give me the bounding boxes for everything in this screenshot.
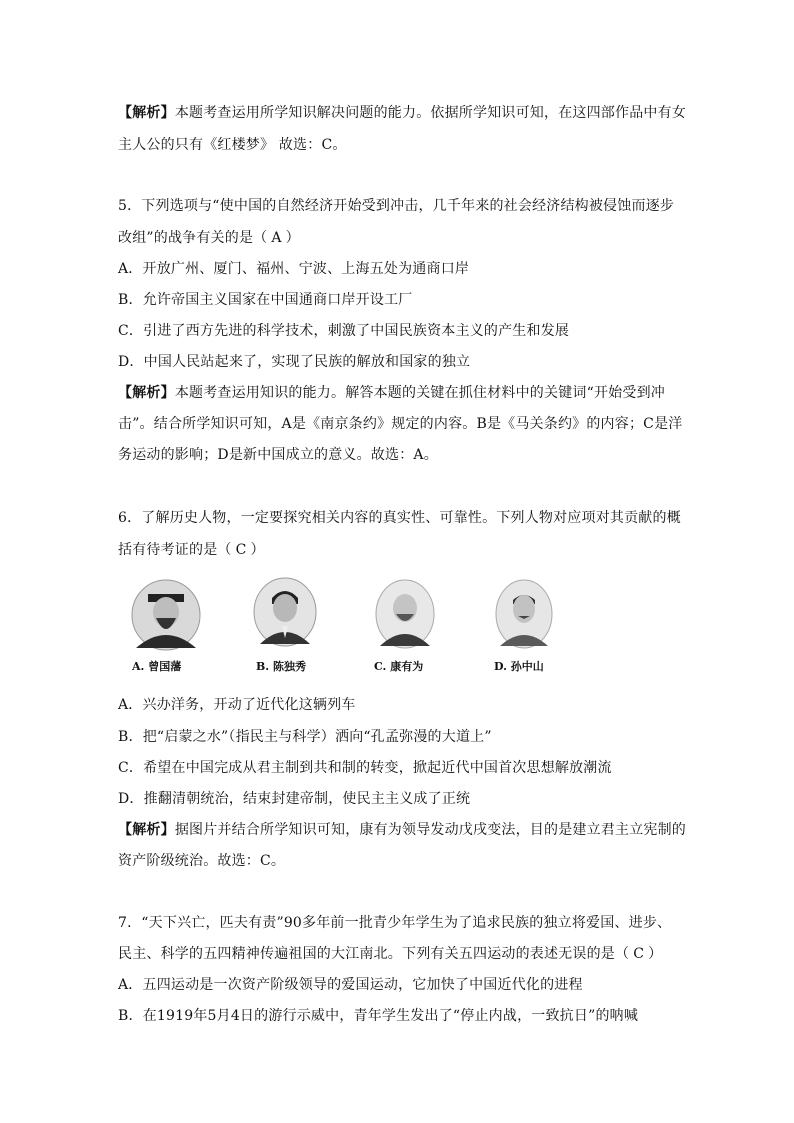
q5-stem-line2: 改组”的战争有关的是（ A ） xyxy=(118,230,300,246)
portrait-chen-duxiu xyxy=(252,576,318,648)
q6-stem-line2: 括有待考证的是（ C ） xyxy=(118,542,265,558)
q4-analysis-line1: 【解析】本题考查运用所学知识解决问题的能力。依据所学知识可知，在这四部作品中有女 xyxy=(118,105,687,121)
q5-answer: A xyxy=(271,230,282,246)
q5-analysis-line2: 击”。结合所学知识可知，A是《南京条约》规定的内容。B是《马关条约》的内容；C是洋 xyxy=(118,416,683,432)
q4-analysis-tag: 【解析】 xyxy=(118,105,175,121)
q7-stem-line2: 民主、科学的五四精神传遍祖国的大江南北。下列有关五四运动的表述无误的是（ C ） xyxy=(118,946,663,962)
q5-analysis-line3: 务运动的影响；D是新中国成立的意义。故选：A。 xyxy=(118,447,438,463)
portrait-caption-a: A. 曾国藩 xyxy=(132,660,182,673)
q5-analysis-line1: 【解析】本题考查运用知识的能力。解答本题的关键在抓住材料中的关键词“开始受到冲 xyxy=(118,385,665,401)
q6-option-a: A．兴办洋务，开动了近代化这辆列车 xyxy=(118,697,356,713)
portrait-caption-b: B. 陈独秀 xyxy=(256,660,306,673)
q6-stem-line1: 6．了解历史人物，一定要探究相关内容的真实性、可靠性。下列人物对应项对其贡献的概 xyxy=(118,510,681,526)
q5-analysis-tag: 【解析】 xyxy=(118,385,175,401)
q6-option-d: D．推翻清朝统治，结束封建帝制，使民主主义成了正统 xyxy=(118,791,471,807)
q5-option-a: A．开放广州、厦门、福州、宁波、上海五处为通商口岸 xyxy=(118,261,470,277)
portrait-sun-yat-sen xyxy=(494,578,554,650)
q6-analysis-tag: 【解析】 xyxy=(118,822,175,838)
q5-option-b: B．允许帝国主义国家在中国通商口岸开设工厂 xyxy=(118,292,413,308)
q5-option-d: D．中国人民站起来了，实现了民族的解放和国家的独立 xyxy=(118,354,471,370)
portrait-zeng-guofan xyxy=(130,578,202,652)
q6-answer: C xyxy=(235,542,247,558)
q4-analysis-line2: 主人公的只有《红楼梦》 故选：C。 xyxy=(118,137,347,153)
q7-option-b: B．在1919年5月4日的游行示威中，青年学生发出了“停止内战，一致抗日”的呐喊 xyxy=(118,1008,639,1024)
q7-option-a: A．五四运动是一次资产阶级领导的爱国运动，它加快了中国近代化的进程 xyxy=(118,977,583,993)
portrait-kang-youwei xyxy=(374,578,436,650)
portrait-caption-c: C. 康有为 xyxy=(374,660,424,673)
q6-analysis-line2: 资产阶级统治。故选：C。 xyxy=(118,853,286,869)
q7-stem-line1: 7．“天下兴亡，匹夫有责”90多年前一批青少年学生为了追求民族的独立将爱国、进步、 xyxy=(118,915,672,931)
q6-option-c: C．希望在中国完成从君主制到共和制的转变，掀起近代中国首次思想解放潮流 xyxy=(118,760,612,776)
q7-answer: C xyxy=(633,946,645,962)
q5-stem-line1: 5．下列选项与“使中国的自然经济开始受到冲击，几千年来的社会经济结构被侵蚀而逐步 xyxy=(118,198,675,214)
q6-analysis-line1: 【解析】据图片并结合所学知识可知，康有为领导发动戊戌变法，目的是建立君主立宪制的 xyxy=(118,822,687,838)
q5-option-c: C．引进了西方先进的科学技术，刺激了中国民族资本主义的产生和发展 xyxy=(118,323,570,339)
q6-option-b: B．把“启蒙之水”（指民主与科学）洒向“孔孟弥漫的大道上” xyxy=(118,729,492,745)
portrait-caption-d: D. 孙中山 xyxy=(494,660,544,673)
